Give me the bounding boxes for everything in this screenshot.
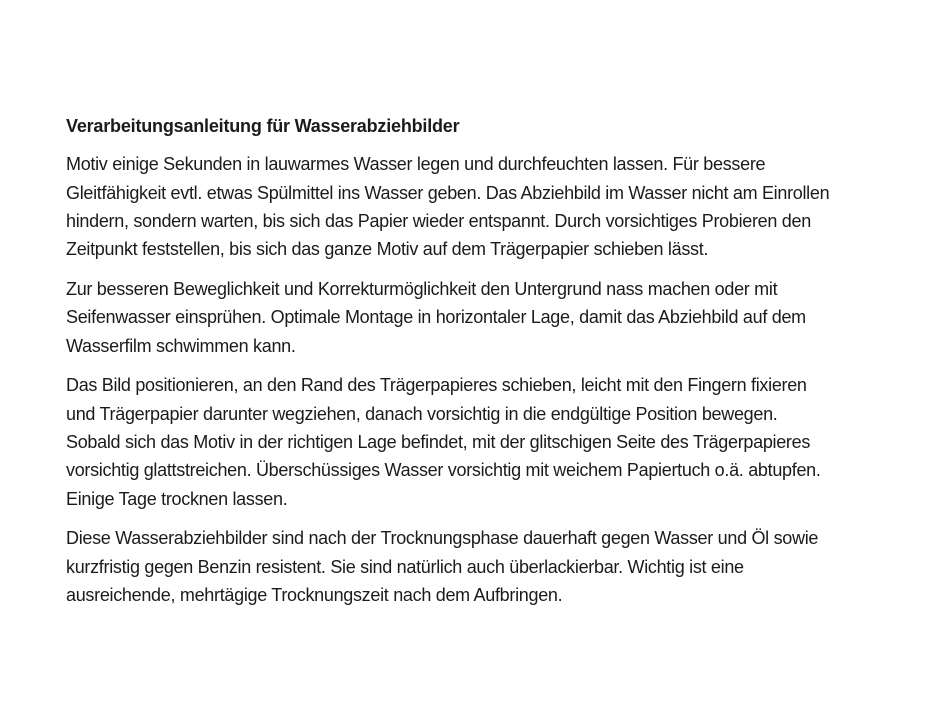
text-line: vorsichtig glattstreichen. Überschüssiges Wasser vorsichtig mit weichem Papiertuch o.ä. abtupfen. (66, 460, 821, 481)
text-line: ausreichende, mehrtägige Trocknungszeit nach dem Aufbringen. (66, 584, 563, 605)
text-line: Einige Tage trocknen lassen. (66, 488, 288, 509)
text-line: Diese Wasserabziehbilder sind nach der Trocknungsphase dauerhaft gegen Wasser und Öl sowie (66, 528, 819, 549)
paragraph-drying-resistance (66, 524, 910, 609)
text-line: Zeitpunkt feststellen, bis sich das ganze Motiv auf dem Trägerpapier schieben lässt. (66, 239, 709, 260)
paragraph-surface-prep (66, 275, 910, 360)
text-line: hindern, sondern warten, bis sich das Papier wieder entspannt. Durch vorsichtiges Probieren den (66, 210, 811, 231)
text-line: Wasserfilm schwimmen kann. (66, 335, 296, 356)
text-line: und Trägerpapier darunter wegziehen, danach vorsichtig in die endgültige Position bewegen. (66, 403, 778, 424)
text-line: Sobald sich das Motiv in der richtigen Lage befindet, mit der glitschigen Seite des Trägerpapieres (66, 431, 811, 452)
text-line: Gleitfähigkeit evtl. etwas Spülmittel ins Wasser geben. Das Abziehbild im Wasser nicht am Einrollen (66, 182, 830, 203)
paragraph-positioning (66, 371, 910, 512)
text-line: Seifenwasser einsprühen. Optimale Montage in horizontaler Lage, damit das Abziehbild auf dem (66, 307, 806, 328)
text-line: Motiv einige Sekunden in lauwarmes Wasser legen und durchfeuchten lassen. Für bessere (66, 154, 766, 175)
text-line: Zur besseren Beweglichkeit und Korrekturmöglichkeit den Untergrund nass machen oder mit (66, 278, 778, 299)
text-line: Das Bild positionieren, an den Rand des Trägerpapieres schieben, leicht mit den Fingern fixieren (66, 375, 807, 396)
text-line: kurzfristig gegen Benzin resistent. Sie sind natürlich auch überlackierbar. Wichtig ist eine (66, 556, 744, 577)
paragraph-soaking (66, 150, 910, 263)
document-title: Verarbeitungsanleitung für Wasserabziehbilder (66, 116, 460, 136)
